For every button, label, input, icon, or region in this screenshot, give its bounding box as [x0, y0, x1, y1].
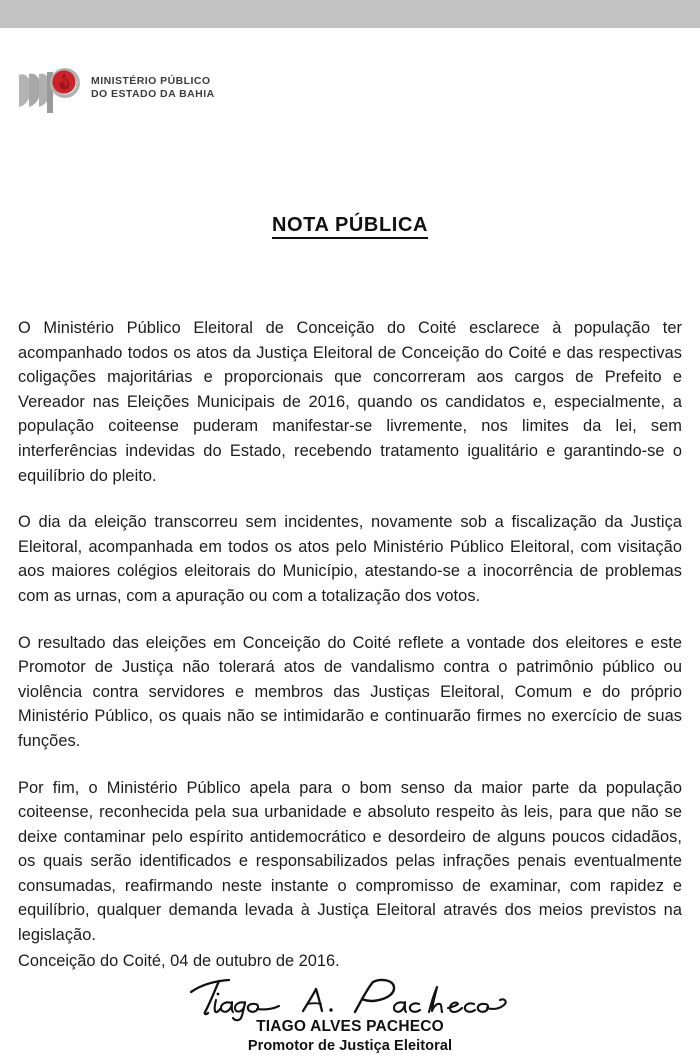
letterhead: [14, 63, 215, 113]
paragraph-2: O dia da eleição transcorreu sem incidentes, novamente sob a fiscalização da Justiça Eleitoral, acompanhada em todos os atos pelo Ministério Público Eleitoral, com visitação aos maiores colégios eleitorais do Município, atestando-se a inocorrência de problemas com as urnas, com a apuração ou com a totalização dos votos.: [18, 513, 682, 605]
handwritten-signature-icon: [185, 976, 515, 1024]
page-title: [0, 214, 700, 237]
document-body: [18, 316, 682, 948]
place-and-date: Conceição do Coité, 04 de outubro de 2016.: [18, 952, 340, 970]
letterhead-line-1: MINISTÉRIO PÚBLICO: [91, 75, 211, 88]
mp-bahia-logo-icon: [14, 63, 82, 113]
paragraph-4: Por fim, o Ministério Público apela para o bom senso da maior parte da população coiteense, reconhecida pela sua urbanidade e absoluto respeito às leis, para que não se deixe contaminar pelo espírito antidemocrático e desordeiro de alguns poucos cidadãos, os quais serão identificados e responsabilizados pelas infrações penais eventualmente consumadas, reafirmando neste instante o compromisso de examinar, com rapidez e equilíbrio, qualquer demanda levada à Justiça Eleitoral através dos meios previstos na legislação.: [18, 778, 682, 945]
paragraph-3: O resultado das eleições em Conceição do Coité reflete a vontade dos eleitores e este Promotor de Justiça não tolerará atos de vandalismo contra o patrimônio público ou violência contra servidores e membros das Justiças Eleitoral, Comum e do próprio Ministério Público, os quais não se intimidarão e continuarão firmes no exercício de suas funções.: [18, 633, 682, 750]
pdf-viewer-top-bar: [0, 0, 700, 28]
signatory-role: Promotor de Justiça Eleitoral: [247, 1038, 453, 1054]
letterhead-text: [91, 75, 215, 101]
paragraph-1: O Ministério Público Eleitoral de Conceição do Coité esclarece à população ter acompanhado todos os atos da Justiça Eleitoral de Conceição do Coité e das respectivas coligações majoritárias e proporcionais que concorreram aos cargos de Prefeito e Vereador nas Eleições Municipais de 2016, quando os candidatos e, especialmente, a população coiteense puderam manifestar-se livremente, nos limites da lei, sem interferências indevidas do Estado, recebendo tratamento igualitário e garantindo-se o equilíbrio do pleito.: [18, 319, 682, 485]
document-page: [0, 28, 700, 1058]
page-title-text: NOTA PÚBLICA: [272, 214, 428, 239]
signature-block: [0, 976, 700, 1054]
signatory-name: TIAGO ALVES PACHECO: [256, 1018, 444, 1035]
letterhead-line-2: DO ESTADO DA BAHIA: [91, 88, 215, 100]
